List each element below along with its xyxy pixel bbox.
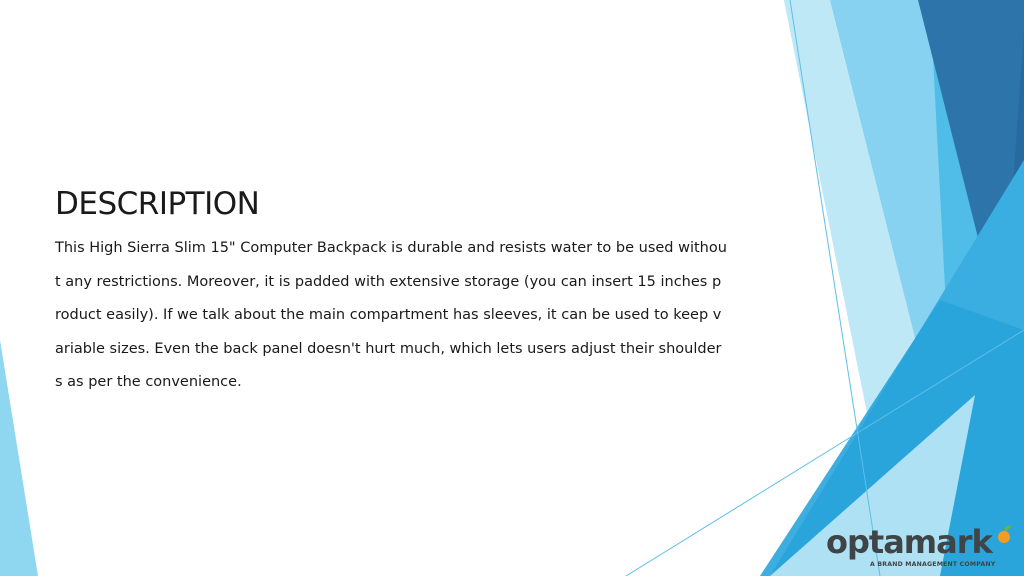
- left-accent-shape: [0, 340, 38, 576]
- logo-tagline: A BRAND MANAGEMENT COMPANY: [870, 561, 996, 568]
- optamark-logo: [826, 522, 1016, 572]
- description-body: This High Sierra Slim 15" Computer Backpack is durable and resists water to be used without any restrictions. Moreover, it is padded with extensive storage (you can insert 15 inches product easily). If we talk about the main compartment has sleeves, it can be used to keep variable sizes. Even the back panel doesn't hurt much, which lets users adjust their shoulders as per the convenience.: [55, 240, 727, 390]
- logo-leaf-icon: [994, 524, 1014, 546]
- logo-wordmark: optamark: [826, 523, 992, 561]
- slide-title: DESCRIPTION: [55, 186, 260, 222]
